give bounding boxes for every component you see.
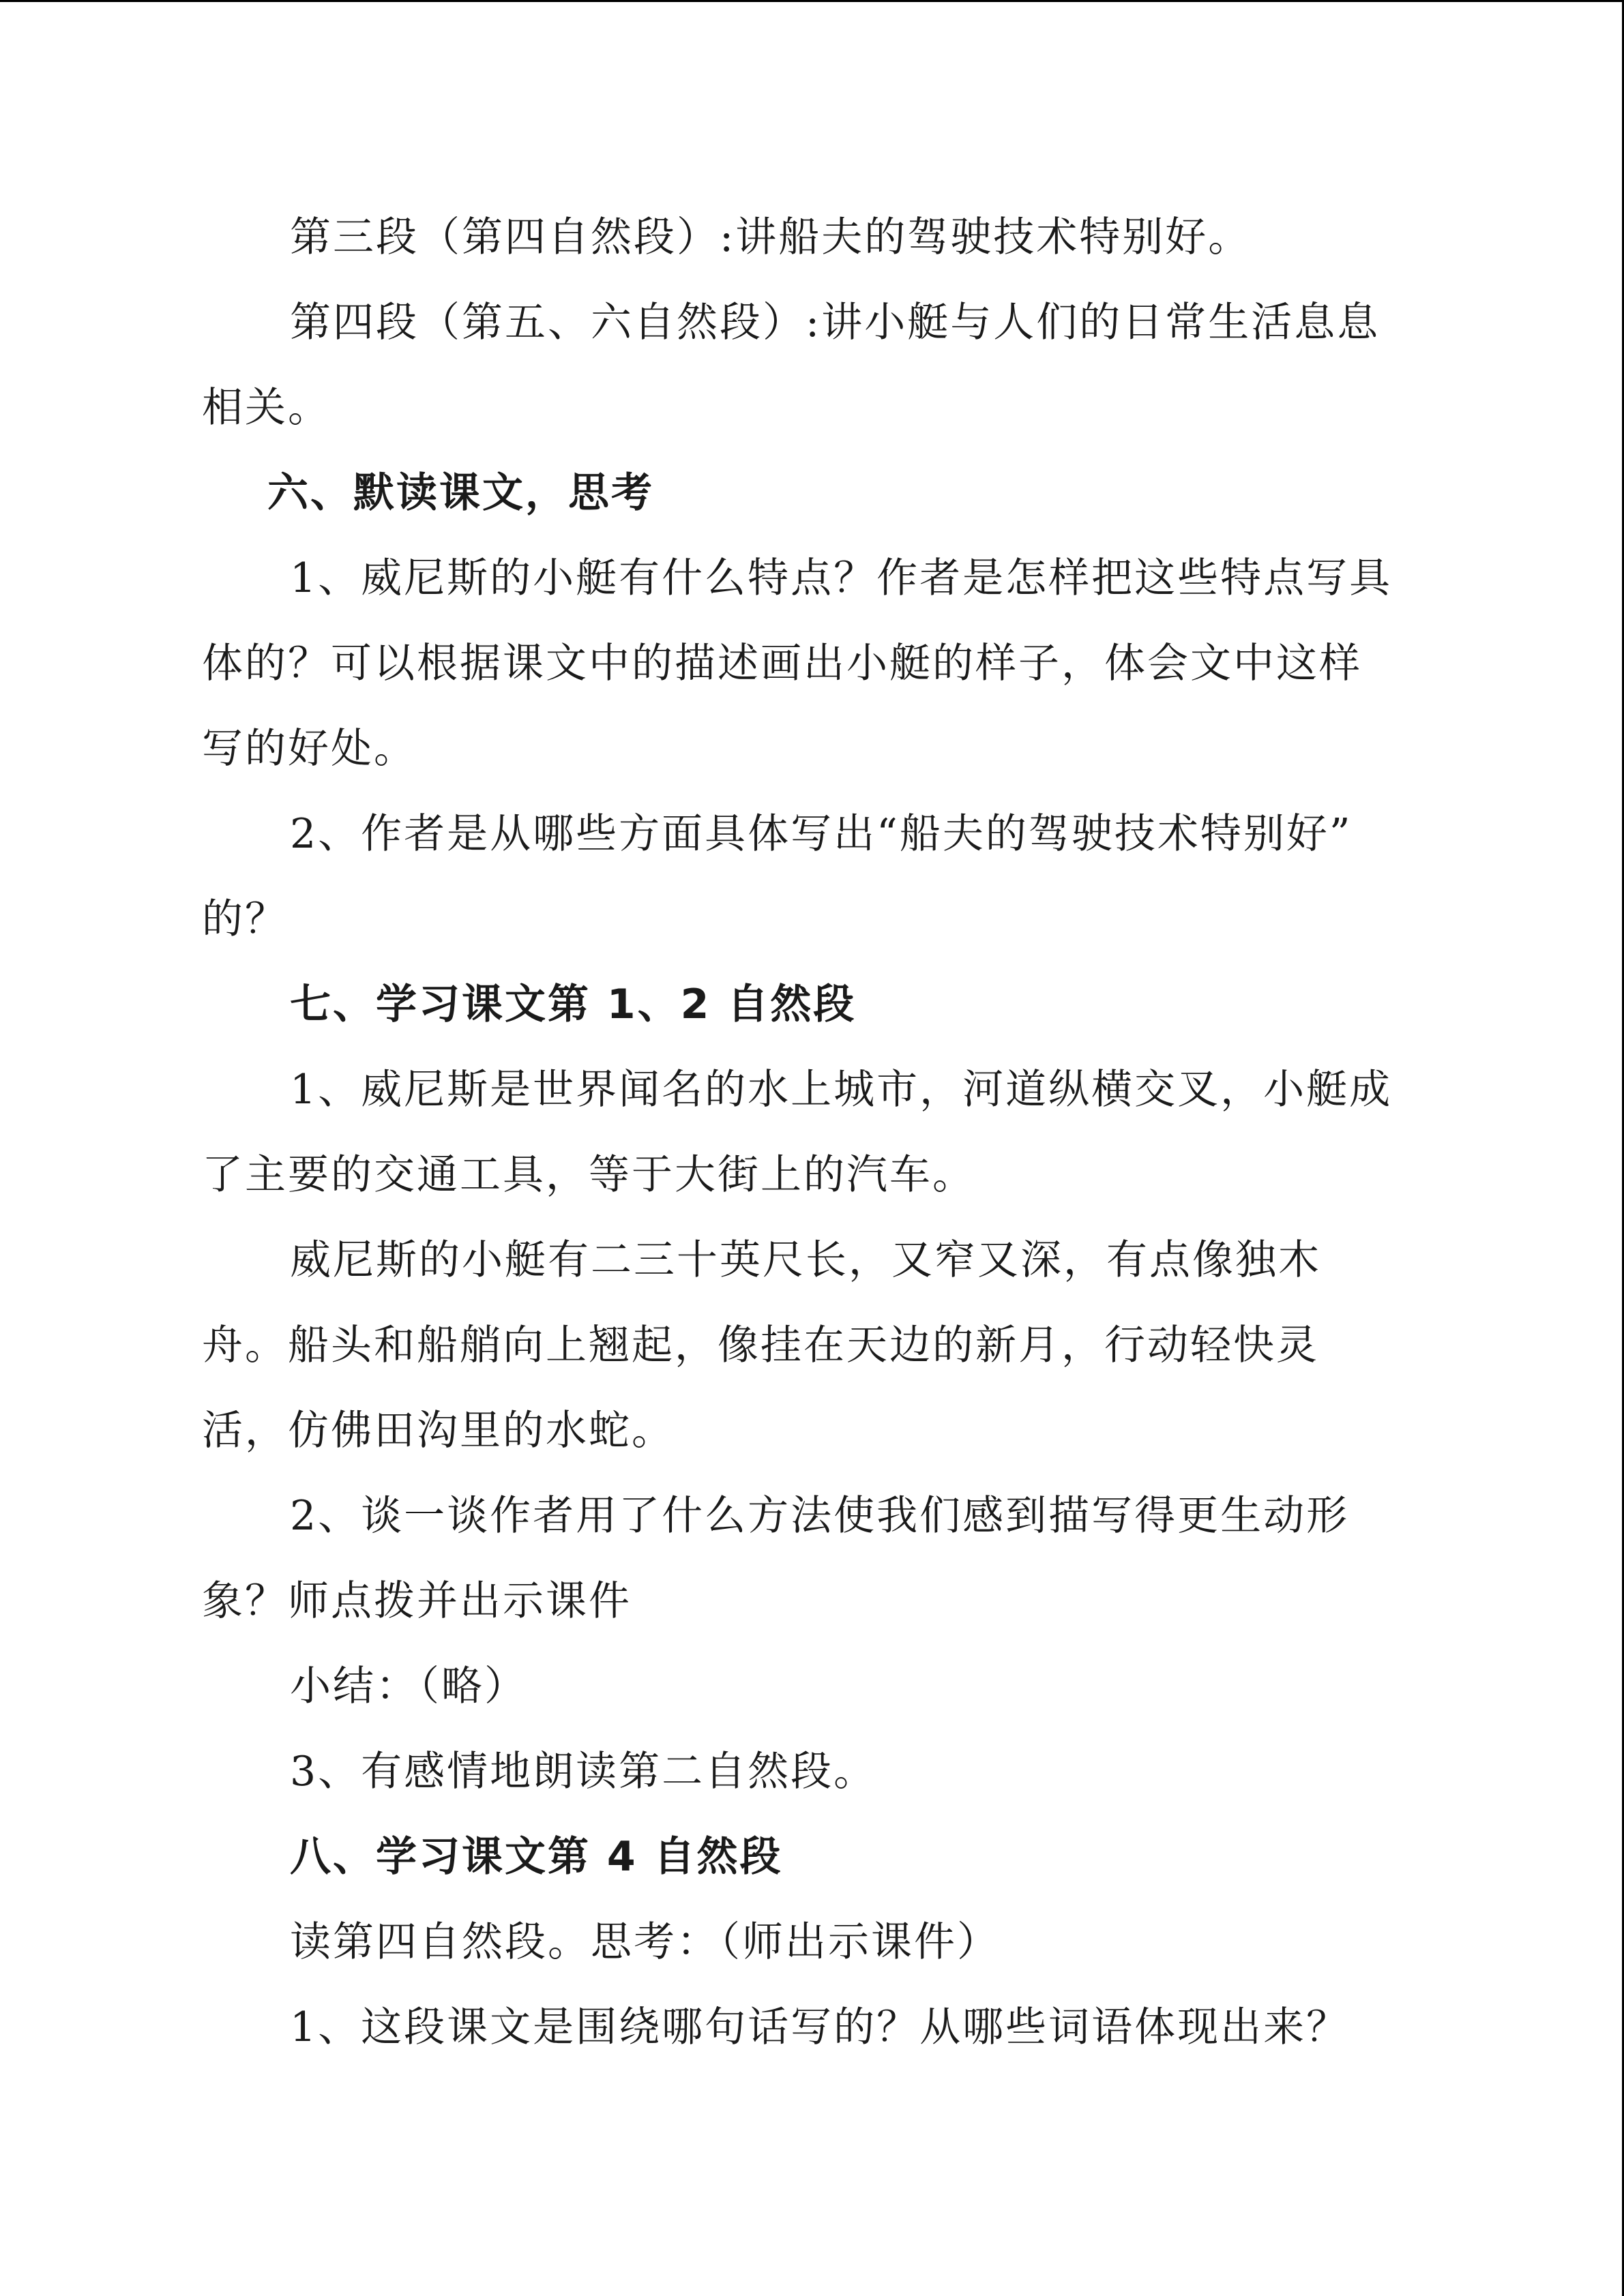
paragraph-line: 活，仿佛田沟里的水蛇。 <box>202 1407 675 1455</box>
paragraph-line: 写的好处。 <box>202 725 417 773</box>
paragraph-line: 2、作者是从哪些方面具体写出“船夫的驾驶技术特别好” <box>290 810 1353 858</box>
section-heading: 六、默读课文，思考 <box>267 469 654 517</box>
section-heading: 八、学习课文第 4 自然段 <box>290 1833 783 1881</box>
paragraph-line: 体的？可以根据课文中的描述画出小艇的样子，体会文中这样 <box>202 640 1362 687</box>
paragraph-line: 了主要的交通工具，等于大街上的汽车。 <box>202 1151 975 1199</box>
paragraph-line: 1、这段课文是围绕哪句话写的？从哪些词语体现出来？ <box>290 2003 1350 2051</box>
section-heading: 七、学习课文第 1、2 自然段 <box>290 981 857 1028</box>
paragraph-line: 3、有感情地朗读第二自然段。 <box>290 1748 877 1795</box>
paragraph-line: 1、威尼斯的小艇有什么特点？作者是怎样把这些特点写具 <box>290 554 1393 602</box>
paragraph-line: 第三段（第四自然段）:讲船夫的驾驶技术特别好。 <box>290 213 1252 261</box>
paragraph-line: 1、威尼斯是世界闻名的水上城市，河道纵横交叉，小艇成 <box>290 1066 1393 1114</box>
paragraph-line: 威尼斯的小艇有二三十英尺长，又窄又深，有点像独木 <box>290 1236 1321 1284</box>
paragraph-line: 舟。船头和船艄向上翘起，像挂在天边的新月，行动轻快灵 <box>202 1322 1319 1369</box>
paragraph-line: 相关。 <box>202 384 331 432</box>
paragraph-line: 读第四自然段。思考：（师出示课件） <box>290 1918 1000 1966</box>
paragraph-line: 2、谈一谈作者用了什么方法使我们感到描写得更生动形 <box>290 1492 1350 1540</box>
paragraph-line: 象？师点拨并出示课件 <box>202 1577 632 1625</box>
paragraph-line: 小结：（略） <box>290 1663 527 1710</box>
paragraph-line: 第四段（第五、六自然段）:讲小艇与人们的日常生活息息 <box>290 299 1381 346</box>
paragraph-line: 的？ <box>202 895 288 943</box>
